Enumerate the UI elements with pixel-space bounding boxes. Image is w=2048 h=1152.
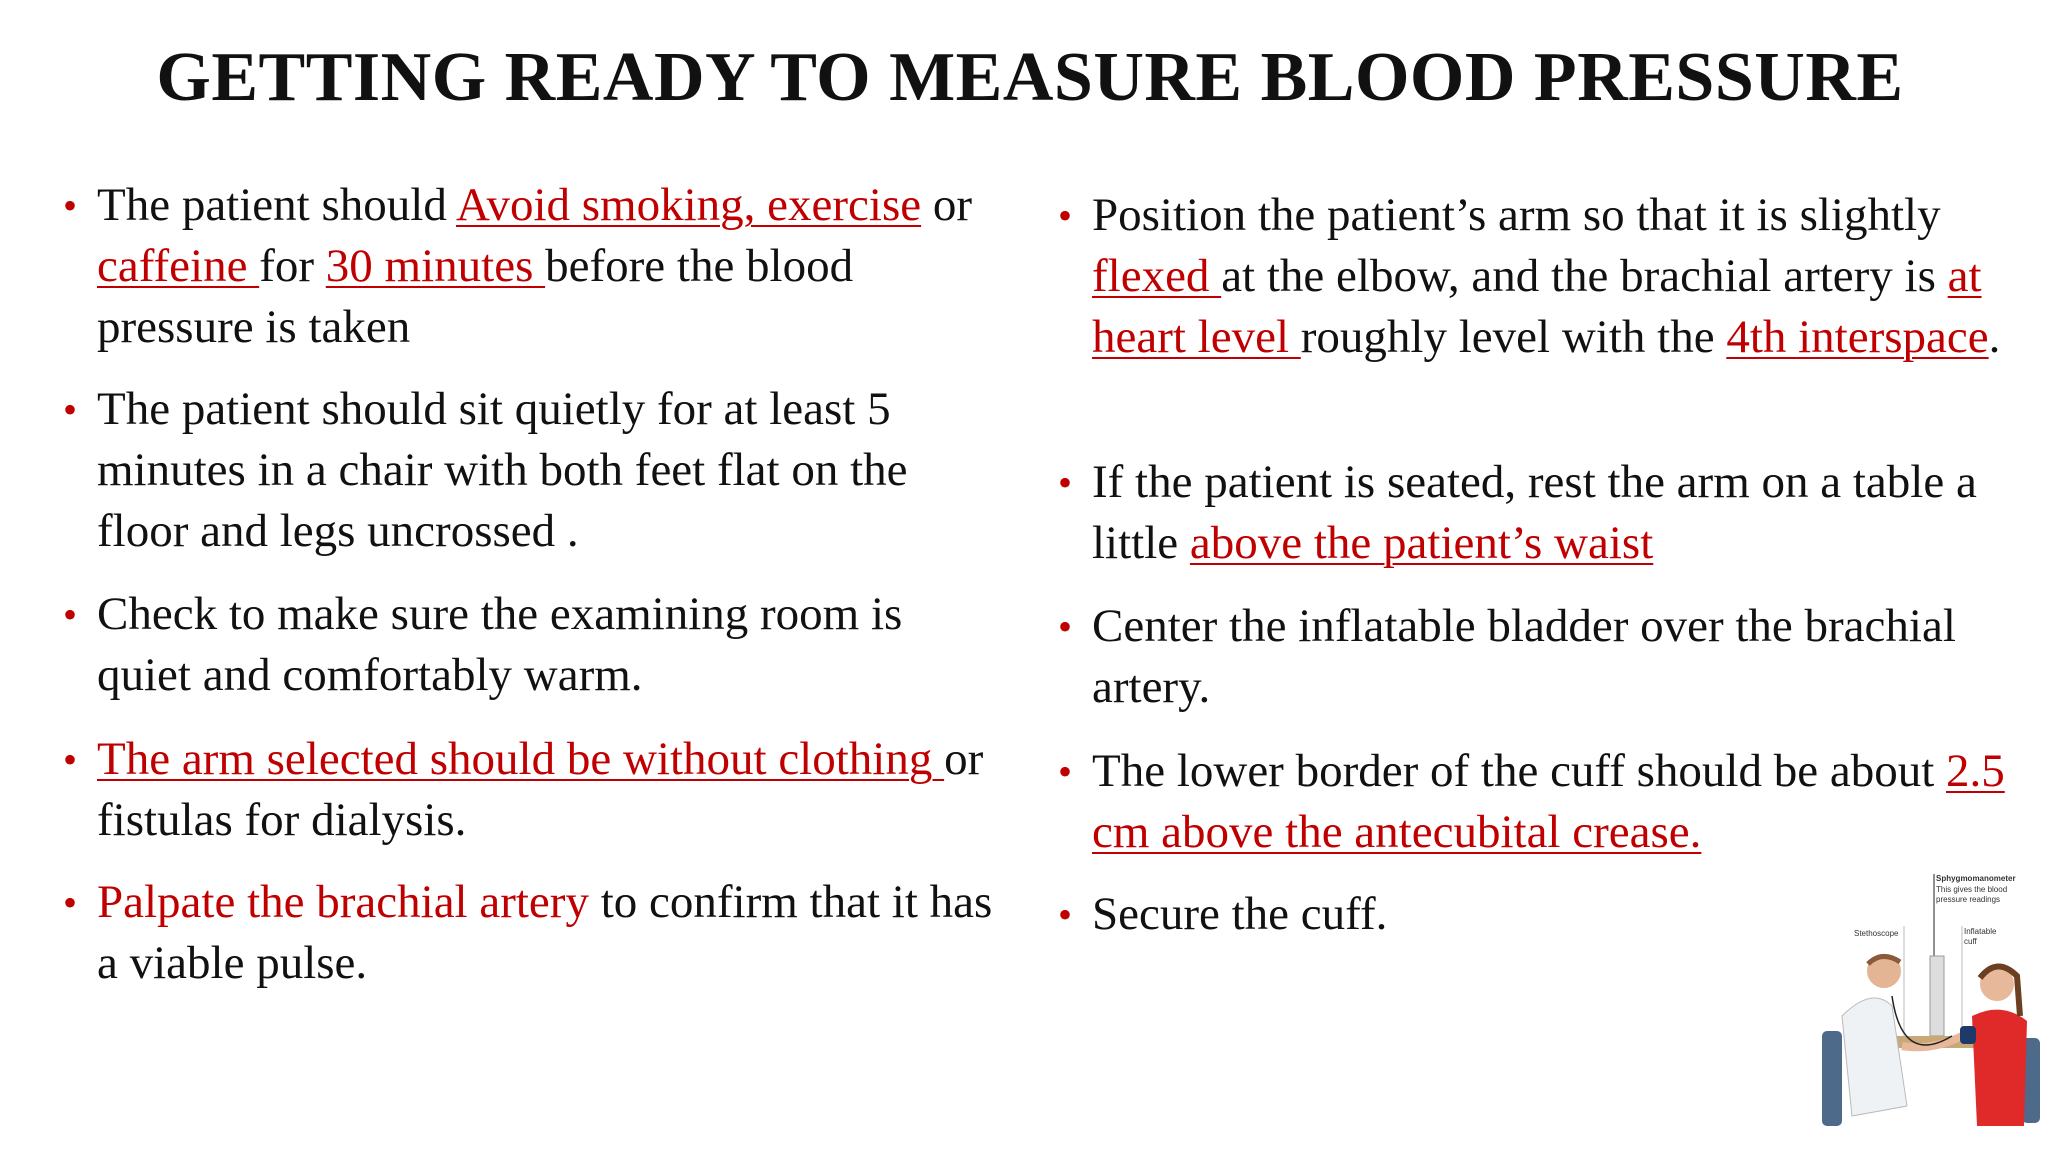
highlighted-text: 4th interspace <box>1726 311 1989 363</box>
right-bullet-4 <box>1058 741 2042 863</box>
bullet-icon: • <box>63 737 78 782</box>
bullet-text: or <box>921 179 973 231</box>
highlighted-text: flexed <box>1092 250 1222 302</box>
bullet-text: for <box>259 240 326 292</box>
bullet-text: If the patient is seated, rest the arm on a table a little <box>1092 456 1977 569</box>
bullet-icon: • <box>63 387 78 432</box>
bullet-text: Secure the cuff. <box>1092 888 1388 940</box>
label-sphygmomanometer: Sphygmomanometer <box>1936 874 2016 883</box>
label-sphyg-desc-2: pressure readings <box>1936 895 2001 904</box>
bullet-text: The patient should <box>97 179 456 231</box>
bullet-icon: • <box>1058 749 1073 794</box>
bullet-text: The lower border of the cuff should be about <box>1092 745 1947 797</box>
bullet-text: roughly level with the <box>1300 311 1727 363</box>
highlighted-text: The arm selected should be without clothing <box>97 733 945 785</box>
label-sphyg-desc-1: This gives the blood <box>1936 885 2008 894</box>
bullet-icon: • <box>63 183 78 228</box>
slide-title: GETTING READY TO MEASURE BLOOD PRESSURE <box>156 39 1904 116</box>
left-bullet-5 <box>63 872 1007 994</box>
highlighted-text: at heart level <box>1092 250 1982 363</box>
highlighted-text: 2.5 cm above the antecubital crease. <box>1092 745 2005 858</box>
bullet-text: . <box>1988 311 2001 363</box>
bullet-icon: • <box>63 880 78 925</box>
bullet-text: to confirm that it has a viable pulse. <box>97 876 993 989</box>
highlighted-text: Avoid smoking, exercise <box>455 179 922 231</box>
bullet-icon: • <box>1058 892 1073 937</box>
highlighted-text: Palpate the brachial artery <box>97 876 589 928</box>
blood-pressure-illustration <box>1812 866 2048 1152</box>
bullet-icon: • <box>1058 193 1073 238</box>
label-stethoscope: Stethoscope <box>1854 929 1899 938</box>
right-bullet-3 <box>1058 596 2042 718</box>
bullet-text: or fistulas for dialysis. <box>97 733 984 846</box>
bullet-text: The patient should sit quietly for at least 5 minutes in a chair with both feet flat on the floor and legs uncrossed . <box>97 383 908 557</box>
left-bullet-1 <box>63 175 1007 358</box>
bullet-text: Center the inflatable bladder over the brachial artery. <box>1092 600 1956 713</box>
left-bullet-4 <box>63 729 1007 851</box>
right-bullet-2 <box>1058 452 2042 574</box>
bullet-icon: • <box>63 592 78 637</box>
bullet-text: Check to make sure the examining room is quiet and comfortably warm. <box>97 588 903 701</box>
bullet-icon: • <box>1058 460 1073 505</box>
left-bullet-2 <box>63 379 1007 562</box>
bullet-text: before the blood pressure is taken <box>97 240 854 353</box>
label-cuff-1: Inflatable <box>1964 927 1997 936</box>
label-cuff-2: cuff <box>1964 937 1977 946</box>
bullet-text: at the elbow, and the brachial artery is <box>1221 250 1948 302</box>
highlighted-text: above the patient’s waist <box>1189 517 1654 569</box>
right-bullet-1 <box>1058 185 2042 368</box>
bullet-icon: • <box>1058 604 1073 649</box>
bullet-text: Position the patient’s arm so that it is slightly <box>1092 189 1941 241</box>
highlighted-text: caffeine <box>97 240 260 292</box>
highlighted-text: 30 minutes <box>325 240 546 292</box>
left-bullet-3 <box>63 584 1007 706</box>
